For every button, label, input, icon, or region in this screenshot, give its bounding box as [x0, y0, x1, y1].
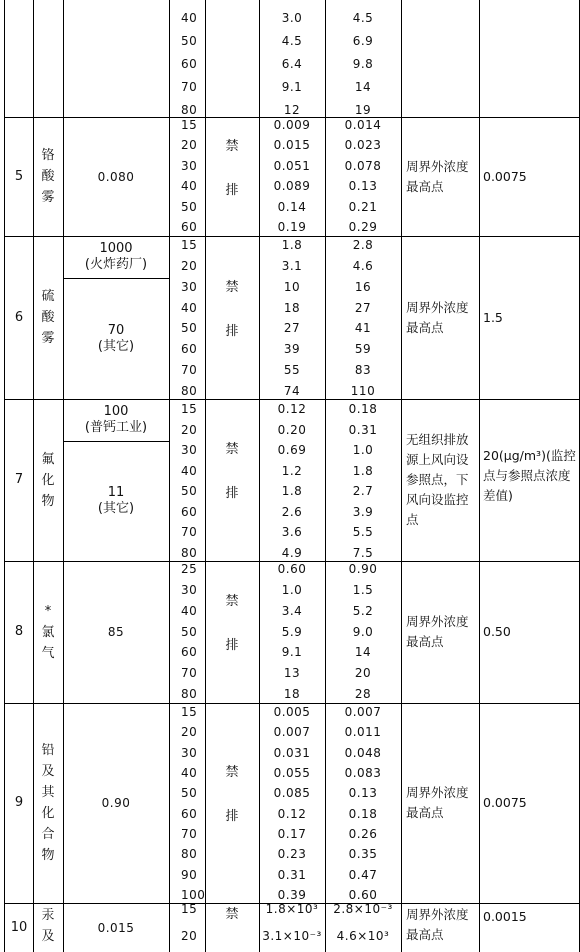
emission-rate-grade-3: 1.8	[352, 463, 374, 478]
emission-rate-grade-3: 0.90	[348, 562, 378, 576]
stack-height: 15	[181, 238, 198, 252]
substance-char: *	[44, 603, 52, 619]
emission-rate-grade-3: 9.0	[352, 624, 374, 639]
substance-char: 汞	[41, 908, 55, 923]
monitoring-point: 无组织排放源上风向设参照点，下风向设监控点	[406, 432, 469, 527]
prohibit-char: 禁	[225, 594, 239, 609]
emission-rate-grade-3: 0.048	[344, 745, 382, 760]
substance-char: 合	[41, 827, 55, 842]
emission-rate-grade-2: 1.8	[281, 238, 303, 252]
emission-rate-grade-3: 1.0	[352, 443, 374, 458]
row-number: 5	[14, 168, 24, 184]
stack-height: 15	[181, 402, 198, 416]
substance-char: 硫	[41, 289, 55, 304]
emission-rate-grade-3: 2.8	[352, 238, 374, 252]
emission-rate-grade-3: 7.5	[352, 546, 374, 560]
max-emission-concentration: 0.080	[97, 169, 135, 184]
stack-height: 50	[181, 321, 198, 336]
prohibit-char: 排	[225, 809, 239, 824]
emission-rate-grade-2: 0.005	[273, 705, 311, 719]
stack-height: 40	[181, 11, 198, 25]
emission-rate-grade-3: 14	[354, 645, 372, 660]
emission-standards-table	[4, 0, 580, 952]
emission-rate-grade-3: 14	[354, 80, 372, 94]
emission-rate-grade-2: 0.19	[277, 220, 307, 234]
emission-rate-grade-2: 4.9	[281, 546, 303, 560]
substance-char: 铅	[41, 743, 55, 758]
stack-height: 60	[181, 57, 198, 71]
stack-height: 80	[181, 384, 198, 398]
emission-category: (普钙工业)	[84, 420, 148, 435]
row-number: 10	[10, 919, 28, 935]
row-number: 8	[14, 624, 24, 639]
max-emission-concentration: 0.015	[97, 920, 135, 935]
stack-height: 60	[181, 645, 198, 660]
substance-char: 酸	[41, 169, 55, 184]
stack-height: 30	[181, 582, 198, 597]
emission-rate-grade-2: 0.009	[273, 118, 311, 132]
emission-value: 1000	[99, 241, 133, 256]
stack-height: 30	[181, 279, 198, 294]
row-number: 7	[14, 472, 24, 487]
emission-category: (其它)	[97, 338, 135, 354]
emission-rate-grade-2: 0.085	[273, 786, 311, 801]
stack-height: 90	[181, 867, 198, 882]
stack-height: 60	[181, 342, 198, 357]
stack-height: 20	[181, 422, 198, 437]
stack-height: 70	[181, 827, 198, 841]
emission-rate-grade-2: 0.12	[277, 806, 307, 821]
substance-char: 及	[41, 929, 55, 944]
prohibit-char: 排	[225, 638, 239, 653]
emission-subdivider	[63, 441, 169, 442]
emission-rate-grade-2: 9.1	[281, 645, 303, 660]
stack-height: 20	[181, 725, 198, 740]
substance-name	[39, 740, 57, 866]
substance-char: 及	[41, 764, 55, 779]
prohibit-char: 禁	[225, 765, 239, 780]
emission-rate-grade-2: 74	[283, 384, 301, 398]
emission-rate-grade-2: 0.20	[277, 422, 307, 437]
prohibit-char: 禁	[225, 442, 239, 457]
emission-rate-grade-3: 5.5	[352, 525, 374, 540]
stack-height: 40	[181, 179, 198, 194]
stack-height: 80	[181, 103, 198, 117]
substance-char: 酸	[41, 310, 55, 325]
emission-rate-grade-2: 1.8	[281, 484, 303, 499]
stack-height: 20	[181, 138, 198, 153]
emission-rate-grade-2: 3.1×10⁻³	[262, 929, 322, 943]
stack-height: 100	[181, 888, 206, 902]
emission-rate-grade-3: 0.014	[344, 118, 382, 132]
emission-rate-grade-2: 0.055	[273, 766, 311, 780]
emission-rate-grade-3: 0.21	[348, 199, 378, 214]
stack-height: 40	[181, 300, 198, 315]
stack-height: 60	[181, 806, 198, 821]
row-number: 9	[14, 795, 24, 810]
emission-rate-grade-3: 0.18	[348, 402, 378, 416]
emission-rate-grade-3: 0.60	[348, 888, 378, 902]
column-divider	[33, 0, 34, 952]
emission-rate-grade-3: 3.9	[352, 504, 374, 519]
monitoring-point: 周界外浓度最高点	[406, 907, 469, 942]
substance-char: 化	[41, 472, 55, 488]
emission-rate-grade-2: 6.4	[281, 57, 303, 71]
emission-rate-grade-2: 1.0	[281, 582, 303, 597]
substance-char: 物	[41, 493, 55, 509]
emission-rate-grade-2: 0.69	[277, 443, 307, 458]
emission-category: (其它)	[97, 501, 135, 516]
emission-rate-grade-2: 1.8×10³	[265, 902, 319, 916]
monitoring-point: 周界外浓度最高点	[406, 299, 469, 335]
emission-rate-grade-2: 0.23	[277, 847, 307, 862]
substance-char: 气	[41, 645, 55, 661]
concentration-limit: 0.0075	[483, 168, 527, 184]
stack-height: 50	[181, 199, 198, 214]
stack-height: 70	[181, 80, 198, 94]
prohibit-char: 排	[225, 182, 239, 198]
stack-height: 15	[181, 118, 198, 132]
emission-rate-grade-3: 0.29	[348, 220, 378, 234]
stack-height: 20	[181, 258, 198, 273]
emission-rate-grade-2: 5.9	[281, 624, 303, 639]
emission-rate-grade-2: 3.1	[281, 258, 303, 273]
substance-char: 其	[41, 785, 55, 800]
emission-rate-grade-3: 0.007	[344, 705, 382, 719]
max-emission-concentration: 0.90	[101, 796, 131, 810]
stack-height: 50	[181, 786, 198, 801]
emission-subdivider	[63, 278, 169, 279]
substance-name	[39, 449, 57, 512]
emission-rate-grade-3: 28	[354, 687, 372, 701]
emission-category: (火炸药厂)	[84, 257, 148, 272]
stack-height: 40	[181, 603, 198, 618]
emission-rate-grade-3: 4.6	[352, 258, 374, 273]
emission-rate-grade-3: 27	[354, 300, 372, 315]
emission-rate-grade-2: 0.007	[273, 725, 311, 740]
substance-char: 氟	[41, 451, 55, 467]
stack-height: 40	[181, 463, 198, 478]
stack-height: 80	[181, 546, 198, 560]
emission-rate-grade-2: 4.5	[281, 34, 303, 48]
emission-rate-grade-2: 9.1	[281, 80, 303, 94]
emission-rate-grade-3: 6.9	[352, 34, 374, 48]
emission-rate-grade-3: 16	[354, 279, 372, 294]
stack-height: 70	[181, 363, 198, 378]
emission-rate-grade-3: 0.31	[348, 422, 378, 437]
emission-rate-grade-3: 20	[354, 666, 372, 681]
emission-rate-grade-2: 0.60	[277, 562, 307, 576]
prohibit-char: 排	[225, 486, 239, 501]
emission-rate-grade-3: 59	[354, 342, 372, 357]
concentration-limit: 0.50	[483, 624, 511, 639]
prohibit-char: 禁	[225, 907, 239, 922]
emission-rate-grade-2: 0.015	[273, 138, 311, 153]
emission-rate-grade-2: 3.4	[281, 603, 303, 618]
emission-value: 11	[107, 485, 125, 500]
emission-rate-grade-3: 0.18	[348, 806, 378, 821]
emission-rate-grade-3: 0.13	[348, 179, 378, 194]
emission-rate-grade-3: 0.13	[348, 786, 378, 801]
emission-rate-grade-2: 12	[283, 103, 301, 117]
stack-height: 50	[181, 34, 198, 48]
emission-rate-grade-2: 18	[283, 300, 301, 315]
emission-rate-grade-2: 0.031	[273, 745, 311, 760]
emission-rate-grade-2: 0.14	[277, 199, 307, 214]
stack-height: 80	[181, 847, 198, 862]
emission-rate-grade-2: 18	[283, 687, 301, 701]
substance-char: 雾	[41, 331, 55, 346]
substance-name	[39, 905, 57, 947]
emission-rate-grade-3: 2.8×10⁻³	[333, 902, 393, 916]
substance-char: 铬	[41, 148, 55, 163]
substance-name	[39, 286, 57, 349]
substance-char: 雾	[41, 190, 55, 205]
row-number: 6	[14, 309, 24, 325]
emission-rate-grade-3: 41	[354, 321, 372, 336]
stack-height: 25	[181, 562, 198, 576]
emission-rate-grade-2: 0.39	[277, 888, 307, 902]
emission-rate-grade-2: 2.6	[281, 504, 303, 519]
column-divider	[169, 0, 170, 952]
stack-height: 30	[181, 443, 198, 458]
emission-rate-grade-3: 19	[354, 103, 372, 117]
emission-rate-grade-2: 0.17	[277, 827, 307, 841]
emission-rate-grade-2: 1.2	[281, 463, 303, 478]
emission-rate-grade-2: 0.31	[277, 867, 307, 882]
prohibit-char: 禁	[225, 138, 239, 154]
column-divider	[401, 0, 402, 952]
emission-value: 70	[107, 322, 125, 338]
substance-name	[39, 601, 57, 664]
concentration-limit: 1.5	[483, 309, 503, 325]
monitoring-point: 周界外浓度最高点	[406, 785, 469, 820]
emission-rate-grade-3: 83	[354, 363, 372, 378]
emission-rate-grade-3: 0.083	[344, 766, 382, 780]
emission-rate-grade-3: 2.7	[352, 484, 374, 499]
stack-height: 50	[181, 624, 198, 639]
emission-rate-grade-2: 10	[283, 279, 301, 294]
stack-height: 30	[181, 745, 198, 760]
substance-name	[39, 145, 57, 208]
stack-height: 40	[181, 766, 198, 780]
emission-rate-grade-3: 0.011	[344, 725, 382, 740]
substance-char: 氯	[41, 624, 55, 640]
emission-rate-grade-2: 55	[283, 363, 301, 378]
emission-rate-grade-3: 0.26	[348, 827, 378, 841]
substance-char: 化	[41, 806, 55, 821]
emission-rate-grade-2: 0.051	[273, 158, 311, 173]
emission-rate-grade-2: 0.089	[273, 179, 311, 194]
stack-height: 15	[181, 705, 198, 719]
emission-rate-grade-3: 5.2	[352, 603, 374, 618]
emission-rate-grade-3: 110	[350, 384, 376, 398]
substance-char: 物	[41, 848, 55, 863]
emission-value: 100	[103, 404, 129, 419]
row-divider	[5, 399, 579, 400]
stack-height: 80	[181, 687, 198, 701]
emission-rate-grade-3: 0.47	[348, 867, 378, 882]
emission-rate-grade-2: 39	[283, 342, 301, 357]
monitoring-point: 周界外浓度最高点	[406, 158, 469, 194]
emission-rate-grade-2: 13	[283, 666, 301, 681]
stack-height: 30	[181, 158, 198, 173]
concentration-limit: 0.0075	[483, 795, 527, 810]
stack-height: 70	[181, 525, 198, 540]
emission-rate-grade-3: 0.023	[344, 138, 382, 153]
stack-height: 70	[181, 666, 198, 681]
max-emission-concentration: 85	[107, 625, 125, 639]
prohibit-char: 禁	[225, 279, 239, 295]
concentration-limit: 0.0015	[483, 909, 527, 924]
concentration-limit: 20(μg/m³)(监控点与参照点浓度差值)	[483, 448, 576, 503]
emission-rate-grade-3: 0.35	[348, 847, 378, 862]
stack-height: 50	[181, 484, 198, 499]
column-divider	[479, 0, 480, 952]
emission-rate-grade-2: 3.6	[281, 525, 303, 540]
prohibit-char: 排	[225, 323, 239, 339]
stack-height: 20	[181, 929, 198, 943]
stack-height: 60	[181, 220, 198, 234]
emission-rate-grade-3: 0.078	[344, 158, 382, 173]
stack-height: 15	[181, 902, 198, 916]
emission-rate-grade-3: 1.5	[352, 582, 374, 597]
emission-rate-grade-3: 4.5	[352, 11, 374, 25]
emission-rate-grade-3: 4.6×10³	[336, 929, 390, 943]
emission-rate-grade-2: 3.0	[281, 11, 303, 25]
emission-rate-grade-2: 27	[283, 321, 301, 336]
emission-rate-grade-3: 9.8	[352, 57, 374, 71]
monitoring-point: 周界外浓度最高点	[406, 614, 469, 649]
emission-rate-grade-2: 0.12	[277, 402, 307, 416]
stack-height: 60	[181, 504, 198, 519]
